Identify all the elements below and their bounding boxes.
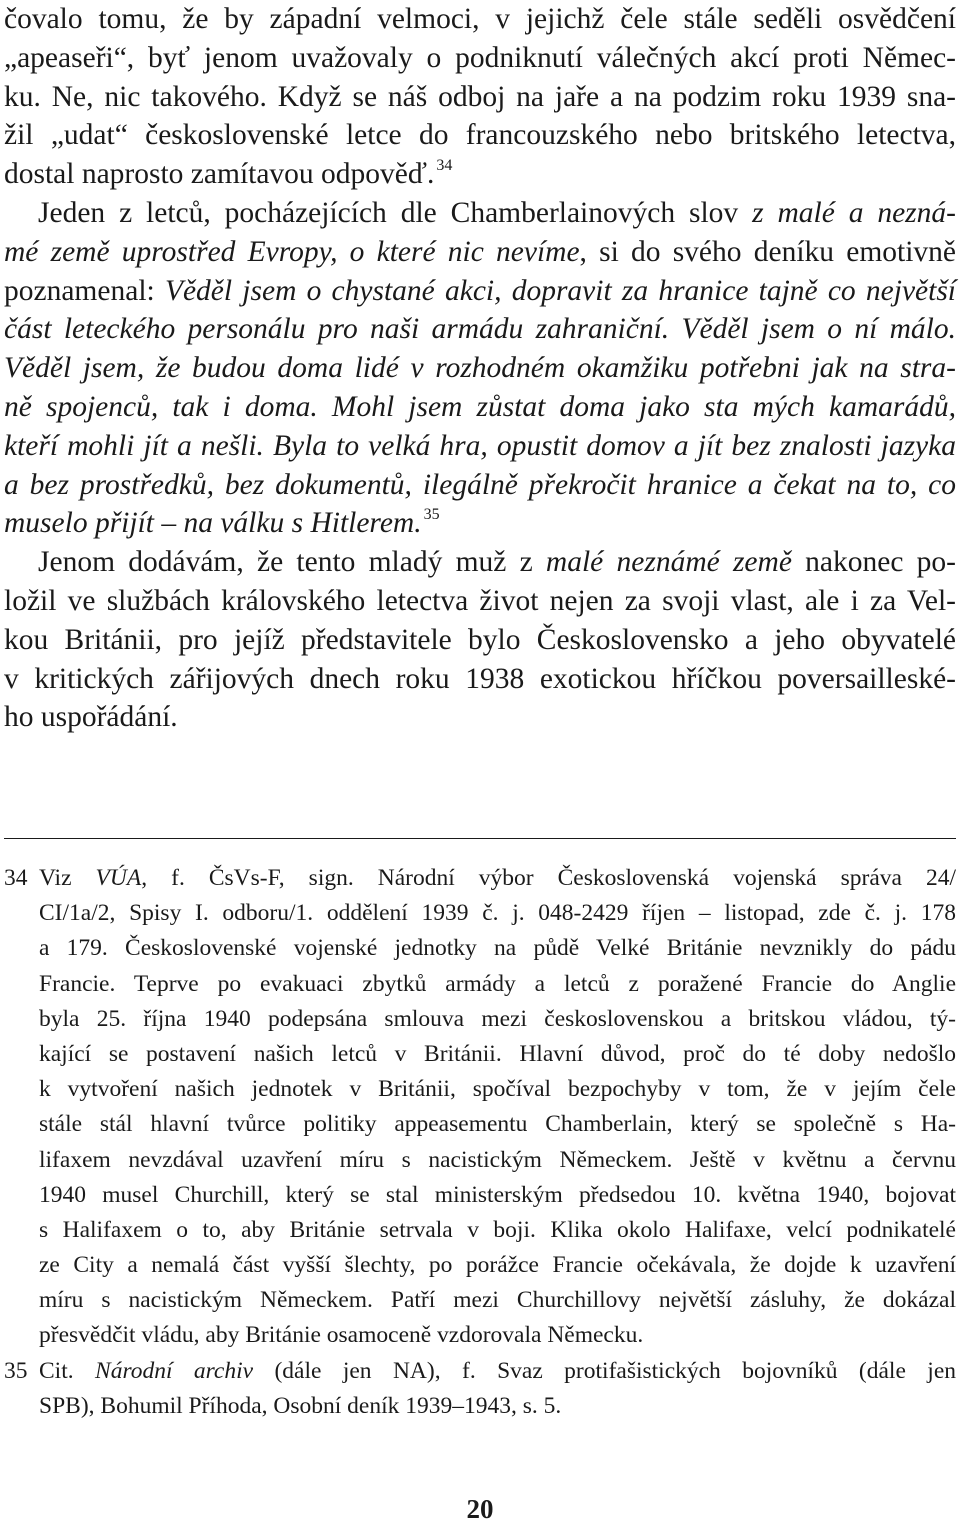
text-line [4,349,956,388]
text-line [4,310,956,349]
text-line [4,155,956,194]
italic-text: z malé a nezná- [752,196,956,229]
text-run: dostal naprosto zamítavou odpověď. [4,158,435,191]
footnote-line [4,931,956,966]
footnote-line [4,1318,956,1353]
text-line [4,543,956,582]
text-run: SPB), Bohumil Příhoda, Osobní deník 1939–1943, s. 5. [39,1392,562,1419]
italic-text: kteří mohli jít a nešli. Byla to velká hra, opustit domov a jít bez znalosti jazyka [4,429,956,462]
text-line [4,621,956,660]
footnote-line [4,1072,956,1107]
footnote-line [4,967,956,1002]
text-run: k vytvoření našich jednotek v Británii, spočíval bezpochyby v tom, že v jejím čele [39,1076,956,1103]
text-run: ku. Ne, nic takového. Když se náš odboj na jaře a na podzim roku 1939 sna- [4,80,956,113]
text-run: Cit. [39,1357,96,1384]
text-line [4,582,956,621]
text-line [4,78,956,117]
footnote-line [4,1143,956,1178]
footnote-line [4,896,956,931]
footnote-reference: 35 [423,506,440,524]
text-run: , f. ČsVs-F, sign. Národní výbor Československá vojenská správa 24/ [141,865,956,891]
text-run: byla 25. října 1940 podepsána smlouva mezi československou a britskou vládou, tý- [39,1005,956,1032]
text-run: , si do svého deníku emotivně [579,235,956,268]
text-run: ze City a nemalá část vyšší šlechty, po porážce Francie očekávala, že dojde k uzavření [39,1252,956,1279]
text-run: 1940 musel Churchill, který se stal ministerským předsedou 10. května 1940, bojovat [39,1181,956,1208]
italic-text: a bez prostředků, bez dokumentů, ilegálně překročit hranice a čekat na to, co [4,468,956,501]
text-run: CI/1a/2, Spisy I. odboru/1. oddělení 1939 č. j. 048-2429 říjen – listopad, zde č. j. 178 [39,900,956,927]
text-line [4,39,956,78]
text-line [4,466,956,505]
italic-text: mé země uprostřed Evropy, o které nic nevíme [4,235,580,268]
text-run: kou Británii, pro jejíž představitele bylo Československo a jeho obyvatelé [4,623,956,656]
page-number: 20 [466,1494,494,1524]
text-line [4,0,956,39]
footnotes [4,861,956,1424]
footnote-line [4,1178,956,1213]
footnote-line [4,1354,956,1389]
text-run: Viz [39,865,96,891]
footnote-line [4,1037,956,1072]
text-run: Jeden z letců, pocházejících dle Chamberlainových slov [38,196,753,229]
text-run: kající se postavení našich letců v Británii. Hlavní důvod, proč do té doby nedošlo [39,1040,956,1067]
text-run: čovalo tomu, že by západní velmoci, v jejichž čele stále seděli osvědčení [4,3,956,35]
italic-text: Věděl jsem o chystané akci, dopravit za hranice tajně co největší [164,274,956,307]
footnote-line [4,1389,956,1424]
text-run: žil „udat“ československé letce do francouzského nebo britského letectva, [4,119,956,152]
italic-text: Věděl jsem, že budou doma lidé v rozhodném okamžiku potřebni jak na stra- [4,352,956,385]
italic-text: část leteckého personálu pro naši armádu zahraniční. Věděl jsem o ní málo. [4,313,956,346]
text-run: v kritických zářijových dnech roku 1938 exotickou hříčkou poversailleské- [4,662,956,695]
text-run: a 179. Československé vojenské jednotky na půdě Velké Británie nevznikly do pádu [39,935,956,962]
footnote-number: 35 [4,1357,28,1384]
text-run: ložil ve službách královského letectva život nejen za svoji vlast, ale i za Vel- [4,584,956,617]
text-run: Jenom dodávám, že tento mladý muž z [38,546,546,579]
footnote-line [4,861,956,896]
italic-text: Národní archiv [95,1357,254,1384]
text-line [4,660,956,699]
text-run: nakonec po- [791,546,956,579]
text-run: Francie. Teprve po evakuaci zbytků armády a letců z poražené Francie do Anglie [39,970,956,997]
text-run: poznamenal: [4,274,165,307]
text-line [4,233,956,272]
footnote-line [4,1213,956,1248]
text-line [4,698,956,737]
footnote-reference: 34 [436,157,453,175]
text-run: s Halifaxem o to, aby Británie setrvala v boji. Klika okolo Halifaxe, velcí podnikatelé [39,1216,956,1243]
text-line [4,272,956,311]
text-run: stále stál hlavní tvůrce politiky appeasementu Chamberlain, který se společně s Ha- [39,1111,956,1138]
footnote-line [4,1107,956,1142]
italic-text: ně spojenců, tak i doma. Mohl jsem zůstat doma jako sta mých kamarádů, [4,390,956,423]
italic-text: VÚA [95,865,142,891]
main-text [4,0,956,737]
italic-text: malé neznámé země [545,546,792,579]
footnote-line [4,1283,956,1318]
footnote-line [4,1248,956,1283]
footnote-line [4,1002,956,1037]
text-run: ho uspořádání. [4,701,178,734]
text-run: míru s nacistickým Německem. Patří mezi Churchillovy největší zásluhy, že dokázal [39,1287,956,1314]
text-line [4,116,956,155]
text-run: lifaxem nevzdával uzavření míru s nacistickým Německem. Ještě v květnu a červnu [39,1146,956,1173]
footnote-number: 34 [4,865,28,891]
text-run: přesvědčit vládu, aby Británie osamoceně vzdorovala Německu. [39,1322,644,1349]
text-run: (dále jen NA), f. Svaz protifašistických bojovníků (dále jen [253,1357,957,1384]
text-line [4,427,956,466]
text-line [4,194,956,233]
italic-text: muselo přijít – na válku s Hitlerem. [4,507,422,540]
text-line [4,504,956,543]
text-line [4,388,956,427]
footnote-separator [4,838,956,839]
text-run: „apeaseři“, byť jenom uvažovaly o podniknutí válečných akcí proti Němec- [4,41,956,74]
